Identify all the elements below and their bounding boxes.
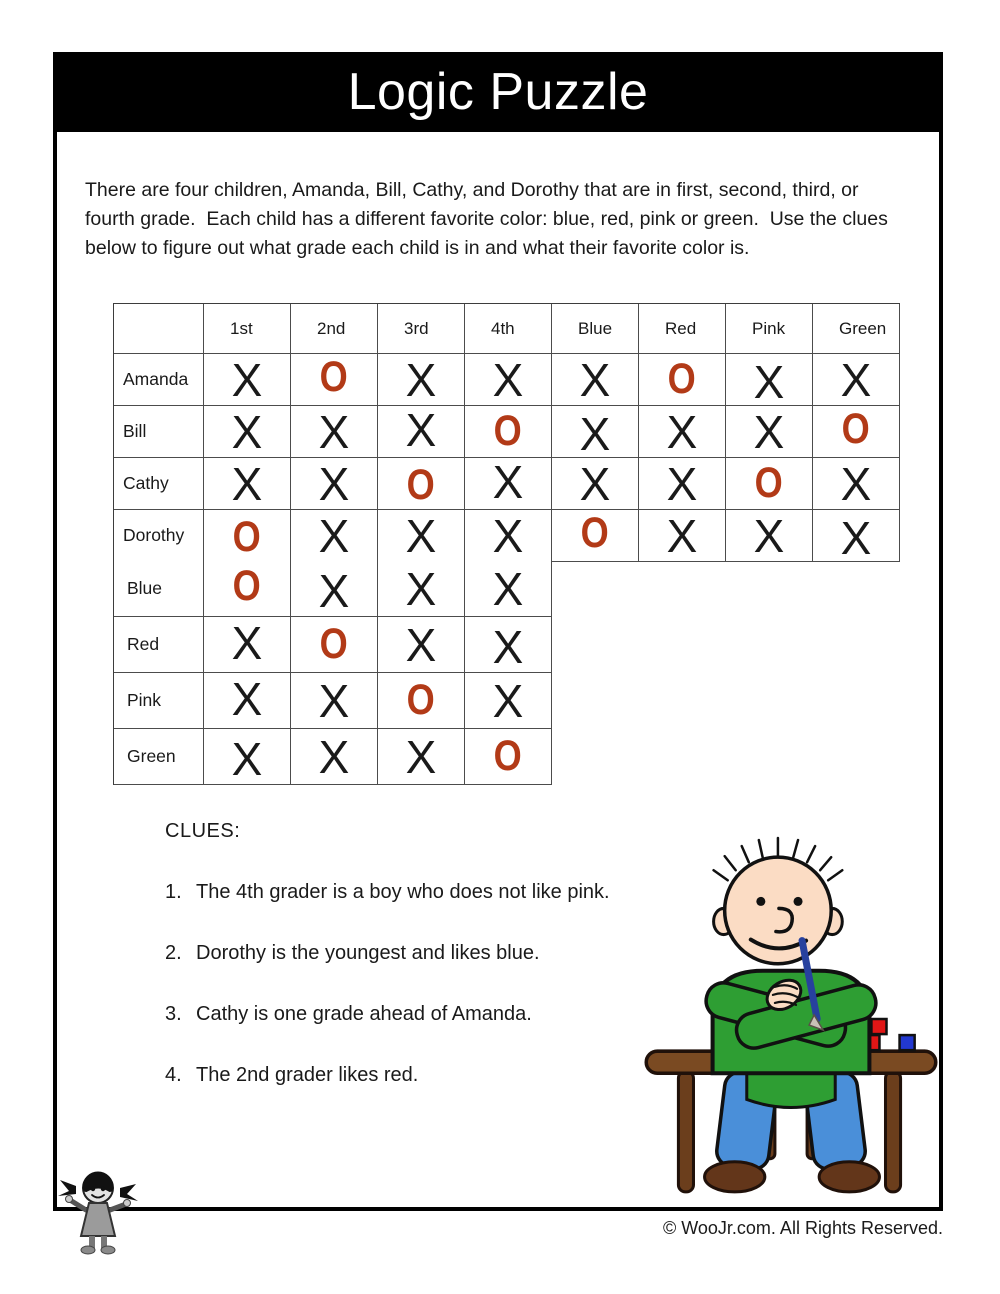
- cell-dorothy-2nd: [291, 510, 378, 562]
- cell-dorothy-3rd: [378, 510, 465, 562]
- boy-at-desk-icon: [640, 826, 942, 1208]
- mark-o: O: [841, 406, 871, 453]
- cell-green-1st: [204, 729, 291, 785]
- clue-text: Cathy is one grade ahead of Amanda.: [196, 1003, 532, 1025]
- cell-green-3rd: [378, 729, 465, 785]
- col-header-red: Red: [639, 304, 726, 354]
- mark-x: X: [666, 458, 698, 510]
- mark-x: X: [405, 618, 437, 671]
- mark-o: O: [580, 510, 610, 557]
- cell-dorothy-4th: [465, 510, 552, 562]
- cell-cathy-blue: [552, 458, 639, 510]
- cell-cathy-1st: [204, 458, 291, 510]
- clue-number: 1.: [165, 881, 182, 903]
- mark-x: X: [405, 406, 437, 456]
- mark-x: X: [492, 620, 524, 673]
- cell-bill-pink: [726, 406, 813, 458]
- cell-bill-2nd: [291, 406, 378, 458]
- mark-x: X: [318, 564, 350, 617]
- col-header-green: Green: [813, 304, 900, 354]
- mark-x: X: [318, 730, 350, 783]
- mark-o: O: [493, 732, 523, 780]
- clue-number: 3.: [165, 1003, 182, 1025]
- cell-red-4th: [465, 617, 552, 673]
- cell-cathy-4th: [465, 458, 552, 510]
- mark-x: X: [231, 458, 263, 510]
- col-header-4th: 4th: [465, 304, 552, 354]
- mark-x: X: [405, 354, 437, 406]
- clue-item-4: [165, 1063, 705, 1087]
- mark-x: X: [231, 673, 263, 725]
- mark-x: X: [231, 617, 263, 669]
- cell-amanda-1st: [204, 354, 291, 406]
- col-header-1st: 1st: [204, 304, 291, 354]
- cell-blue-2nd: [291, 561, 378, 617]
- mark-x: X: [579, 354, 611, 406]
- mark-x: X: [492, 510, 524, 562]
- clue-item-3: [165, 1002, 705, 1026]
- mark-x: X: [840, 511, 872, 562]
- col-header-3rd: 3rd: [378, 304, 465, 354]
- title-banner: [53, 52, 943, 132]
- cell-cathy-3rd: [378, 458, 465, 510]
- mark-o: O: [232, 513, 262, 561]
- mark-x: X: [753, 355, 785, 406]
- clue-item-1: [165, 880, 705, 904]
- mark-x: X: [231, 406, 263, 458]
- cell-dorothy-pink: [726, 510, 813, 562]
- logic-grid-children: [113, 303, 900, 562]
- cell-amanda-pink: [726, 354, 813, 406]
- mark-x: X: [405, 730, 437, 783]
- cell-cathy-green: [813, 458, 900, 510]
- mark-x: X: [318, 674, 350, 727]
- col-header-2nd: 2nd: [291, 304, 378, 354]
- cell-amanda-3rd: [378, 354, 465, 406]
- mark-x: X: [492, 354, 524, 406]
- col-header-pink: Pink: [726, 304, 813, 354]
- row-header-amanda: Amanda: [114, 354, 204, 406]
- cell-bill-3rd: [378, 406, 465, 458]
- clues-heading: CLUES:: [165, 820, 241, 842]
- col-header-blue: Blue: [552, 304, 639, 354]
- clue-text: The 4th grader is a boy who does not like pink.: [196, 881, 610, 903]
- cell-dorothy-blue: [552, 510, 639, 562]
- cell-red-3rd: [378, 617, 465, 673]
- cell-amanda-4th: [465, 354, 552, 406]
- girl-mascot-icon: [58, 1166, 138, 1258]
- cell-dorothy-green: [813, 510, 900, 562]
- mark-x: X: [666, 406, 698, 458]
- intro-paragraph: There are four children, Amanda, Bill, Cathy, and Dorothy that are in first, second, third, or fourth grade. Each child has a different favorite color: blue, red, pink or green. Use the clues below to figure out what grade each child is in and what their favorite color is.: [85, 178, 894, 259]
- mark-o: O: [406, 676, 436, 724]
- mark-o: O: [493, 407, 523, 455]
- cell-pink-2nd: [291, 673, 378, 729]
- mark-o: O: [232, 562, 262, 610]
- mark-x: X: [492, 562, 524, 615]
- cell-pink-3rd: [378, 673, 465, 729]
- mark-o: O: [406, 461, 436, 509]
- mark-x: X: [231, 354, 263, 406]
- cell-pink-1st: [204, 673, 291, 729]
- mark-x: X: [231, 732, 263, 785]
- mark-x: X: [318, 510, 350, 562]
- cell-bill-1st: [204, 406, 291, 458]
- cell-blue-3rd: [378, 561, 465, 617]
- cell-pink-4th: [465, 673, 552, 729]
- mark-o: O: [319, 354, 349, 401]
- mark-x: X: [318, 406, 350, 458]
- clue-text: Dorothy is the youngest and likes blue.: [196, 942, 540, 964]
- logic-grid-colors: [113, 561, 552, 785]
- cell-amanda-2nd: [291, 354, 378, 406]
- cell-dorothy-1st: [204, 510, 291, 562]
- row-header-green: Green: [114, 729, 204, 785]
- cell-dorothy-red: [639, 510, 726, 562]
- cell-amanda-red: [639, 354, 726, 406]
- cell-amanda-blue: [552, 354, 639, 406]
- boy-with-pencil-illustration: [640, 826, 942, 1208]
- cell-red-2nd: [291, 617, 378, 673]
- mark-x: X: [318, 458, 350, 510]
- row-header-bill: Bill: [114, 406, 204, 458]
- mark-o: O: [754, 459, 784, 507]
- row-header-red: Red: [114, 617, 204, 673]
- cell-bill-blue: [552, 406, 639, 458]
- cell-bill-green: [813, 406, 900, 458]
- clue-number: 2.: [165, 942, 182, 964]
- mark-o: O: [319, 620, 349, 668]
- clue-list: [165, 880, 705, 1087]
- mark-x: X: [492, 674, 524, 727]
- clue-number: 4.: [165, 1064, 182, 1086]
- cell-cathy-red: [639, 458, 726, 510]
- mark-x: X: [405, 562, 437, 615]
- cell-cathy-pink: [726, 458, 813, 510]
- cell-blue-1st: [204, 561, 291, 617]
- page-title: Logic Puzzle: [347, 63, 649, 121]
- row-header-cathy: Cathy: [114, 458, 204, 510]
- cell-bill-red: [639, 406, 726, 458]
- mark-x: X: [492, 458, 524, 508]
- cell-amanda-green: [813, 354, 900, 406]
- copyright-text: © WooJr.com. All Rights Reserved.: [662, 1218, 943, 1238]
- mark-o: O: [667, 355, 697, 403]
- cell-green-2nd: [291, 729, 378, 785]
- woojr-mascot-illustration: [58, 1166, 138, 1258]
- cell-green-4th: [465, 729, 552, 785]
- mark-x: X: [840, 458, 872, 510]
- cell-bill-4th: [465, 406, 552, 458]
- mark-x: X: [753, 406, 785, 458]
- row-header-dorothy: Dorothy: [114, 510, 204, 562]
- mark-x: X: [405, 510, 437, 562]
- mark-x: X: [666, 510, 698, 562]
- row-header-pink: Pink: [114, 673, 204, 729]
- cell-blue-4th: [465, 561, 552, 617]
- mark-x: X: [579, 458, 611, 510]
- mark-x: X: [840, 354, 872, 406]
- cell-cathy-2nd: [291, 458, 378, 510]
- clue-text: The 2nd grader likes red.: [196, 1064, 419, 1086]
- grid-corner-cell: [114, 304, 204, 354]
- mark-x: X: [753, 510, 785, 562]
- mark-x: X: [579, 407, 611, 458]
- cell-red-1st: [204, 617, 291, 673]
- row-header-blue: Blue: [114, 561, 204, 617]
- clue-item-2: [165, 941, 705, 965]
- clues-section: [165, 820, 705, 1124]
